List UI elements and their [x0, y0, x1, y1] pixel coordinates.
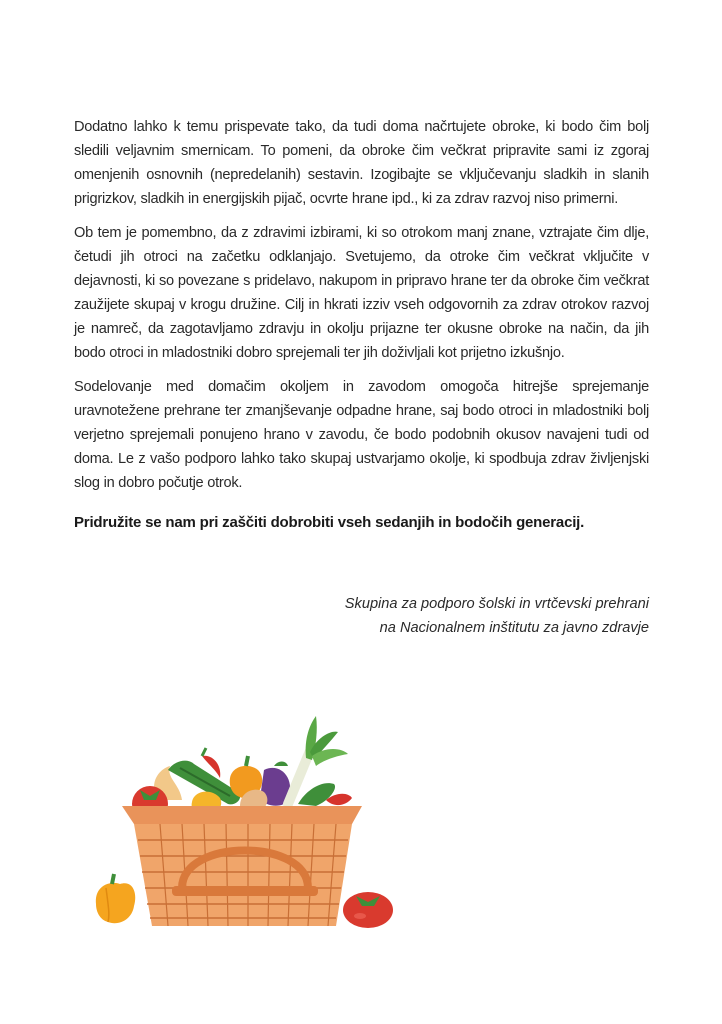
paragraph-meal-planning: Dodatno lahko k temu prispevate tako, da tudi doma načrtujete obroke, ki bodo čim bolj sledili veljavnim smernicam. To pomeni, da obroke čim večkrat pripravite sami iz zgoraj omenjenih osnovnih (nepredelanih) sestavin. Izogibajte se vključevanju sladkih in slanih prigrizkov, sladkih in energijskih pijač, ocvrte hrane ipd., ki za zdrav razvoj niso primerni. [74, 119, 649, 207]
body-text [74, 115, 649, 535]
pepper-ground [96, 874, 135, 923]
basket [122, 806, 362, 926]
tomato-ground [343, 892, 393, 928]
vegetable-basket-illustration [90, 708, 400, 933]
signature [290, 592, 649, 640]
paragraph-healthy-choices: Ob tem je pomembno, da z zdravimi izbirami, ki so otrokom manj znane, vztrajate čim dlje, četudi jih otroci na začetku odklanjajo. Svetujemo, da otroke čim večkrat vključite v dejavnosti, ki so povezane s pridelavo, nakupom in pripravo hrane ter da obroke čim večkrat zaužijete skupaj v krogu družine. Cilj in hkrati izziv vseh odgovornih za zdrav otrokov razvoj je namreč, da zagotavljamo zdravju in okolju prijazne ter okusne obroke na način, da jih bodo otroci in mladostniki dobro sprejemali ter jih doživljali kot prijetno izkušnjo. [74, 225, 649, 361]
signature-line-2: na Nacionalnem inštitutu za javno zdravje [379, 620, 649, 636]
paragraph-cooperation: Sodelovanje med domačim okoljem in zavodom omogoča hitrejše sprejemanje uravnotežene prehrane ter zmanjševanje odpadne hrane, saj bodo otroci in mladostniki bolj verjetno sprejemali ponujeno hrano v zavodu, če bodo podobnih okusov navajeni tudi od doma. Le z vašo podporo lahko tako skupaj ustvarjamo okolje, ki spodbuja zdrav življenjski slog in dobro počutje otrok. [74, 379, 649, 491]
signature-line-1: Skupina za podporo šolski in vrtčevski prehrani [344, 596, 649, 612]
callout-text: Pridružite se nam pri zaščiti dobrobiti vseh sedanjih in bodočih generacij. [74, 514, 585, 531]
